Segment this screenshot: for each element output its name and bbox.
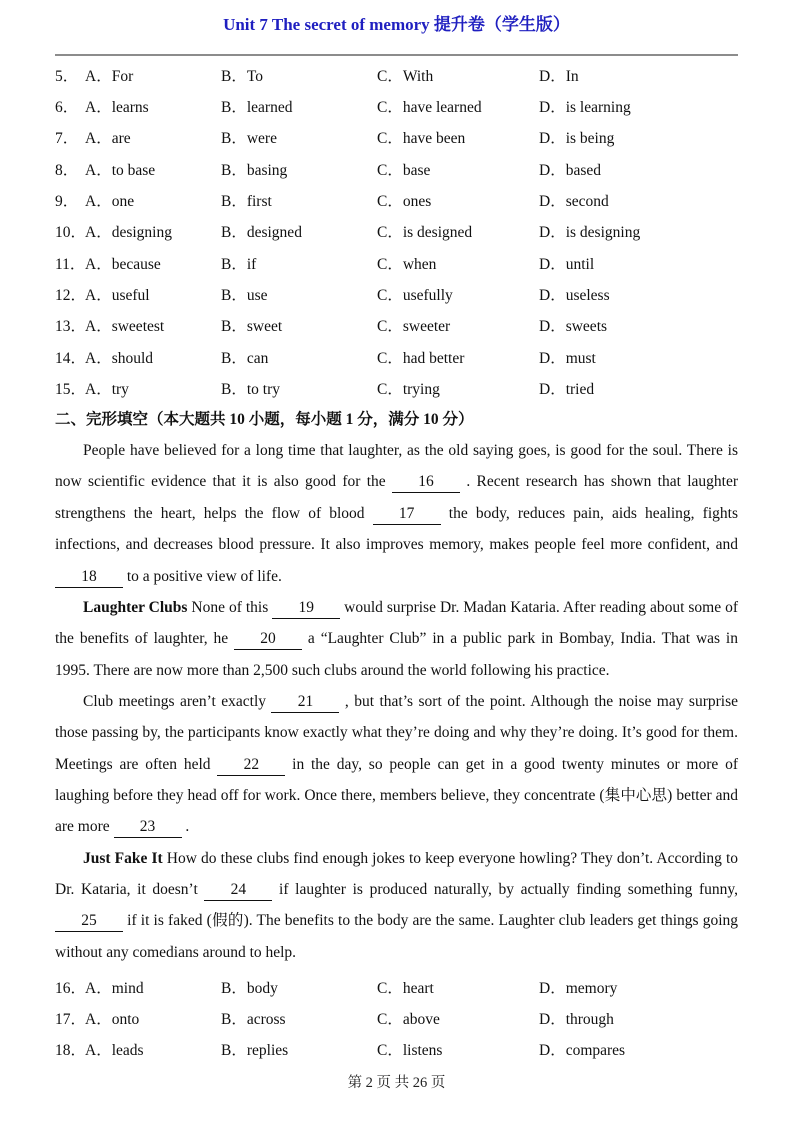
option-text: use (246, 287, 268, 305)
cloze-section-heading: 二、完形填空（本大题共 10 小题，每小题 1 分，满分 10 分） (55, 410, 474, 428)
option-text: learned (246, 99, 293, 117)
option-c (377, 377, 539, 399)
option-text: is designing (565, 224, 641, 242)
option-letter: D． (539, 67, 566, 85)
option-letter: B． (221, 193, 247, 211)
option-text: listens (402, 1042, 443, 1060)
option-letter: A． (85, 1010, 112, 1028)
option-letter: A． (85, 161, 112, 179)
option-letter: C． (377, 349, 403, 367)
option-letter: A． (85, 1042, 112, 1060)
cloze-blank-23: 23 (114, 817, 182, 838)
question-number: 9． (55, 193, 79, 211)
option-text: had better (402, 349, 465, 367)
option-a (85, 377, 221, 399)
option-b (221, 283, 377, 305)
option-b (221, 346, 377, 368)
option-letter: B． (221, 224, 247, 242)
question-row-8 (55, 153, 738, 184)
cloze-blank-17: 17 (373, 504, 441, 525)
option-letter: B． (221, 255, 247, 273)
option-a (85, 126, 221, 148)
option-c (377, 346, 539, 368)
option-text: memory (565, 979, 618, 997)
option-text: In (565, 67, 579, 85)
option-letter: C． (377, 193, 403, 211)
option-text: to base (111, 161, 156, 179)
option-text: across (246, 1010, 286, 1028)
question-number: 13． (55, 318, 87, 336)
option-b (221, 189, 377, 211)
cloze-blank-16: 16 (392, 472, 460, 493)
option-letter: B． (221, 1042, 247, 1060)
option-letter: D． (539, 287, 566, 305)
option-letter: C． (377, 255, 403, 273)
option-letter: A． (85, 381, 112, 399)
option-a (85, 1038, 221, 1060)
option-letter: B． (221, 161, 247, 179)
option-letter: D． (539, 381, 566, 399)
option-letter: B． (221, 1010, 247, 1028)
option-text: above (402, 1010, 440, 1028)
option-d (539, 976, 738, 998)
option-text: is designed (402, 224, 473, 242)
option-letter: D． (539, 130, 566, 148)
option-text: because (111, 255, 161, 273)
option-a (85, 1007, 221, 1029)
question-row-12 (55, 278, 738, 309)
option-text: designed (246, 224, 302, 242)
bold-run: Just Fake It (83, 849, 163, 867)
option-text: base (402, 161, 431, 179)
option-text: through (565, 1010, 614, 1028)
option-text: sweets (565, 318, 608, 336)
option-letter: C． (377, 161, 403, 179)
passage-paragraph: People have believed for a long time that laughter, as the old saying goes, is good for the soul. There is now scientific evidence that it is also good for the 16 . Recent research has shown that laughter strengthens the heart, helps the flow of blood 17 the body, reduces pain, aids healing, fights infections, and decreases blood pressure. It also improves memory, makes people feel more confident, and 18 to a positive view of life. (55, 435, 738, 592)
option-letter: C． (377, 318, 403, 336)
option-letter: C． (377, 224, 403, 242)
page-title: Unit 7 The secret of memory 提升卷（学生版） (223, 15, 570, 34)
option-c (377, 220, 539, 242)
option-d (539, 64, 738, 86)
option-text: For (111, 67, 134, 85)
option-text: sweetest (111, 318, 165, 336)
question-row-7 (55, 122, 738, 153)
option-letter: A． (85, 99, 112, 117)
option-b (221, 220, 377, 242)
option-letter: D． (539, 318, 566, 336)
option-text: useless (565, 287, 610, 305)
option-text: when (402, 255, 437, 273)
option-letter: A． (85, 318, 112, 336)
question-row-9 (55, 184, 738, 215)
option-letter: D． (539, 979, 566, 997)
option-text: were (246, 130, 277, 148)
question-number: 17． (55, 1010, 87, 1028)
option-letter: C． (377, 1042, 403, 1060)
cloze-blank-20: 20 (234, 629, 302, 650)
option-text: second (565, 193, 609, 211)
option-letter: D． (539, 224, 566, 242)
option-letter: C． (377, 99, 403, 117)
option-text: try (111, 381, 129, 399)
option-text: heart (402, 979, 434, 997)
option-text: is learning (565, 99, 631, 117)
option-text: have learned (402, 99, 482, 117)
question-row-15 (55, 372, 738, 403)
option-letter: B． (221, 381, 247, 399)
option-b (221, 95, 377, 117)
option-d (539, 346, 738, 368)
bold-run: Laughter Clubs (83, 598, 188, 616)
option-b (221, 1038, 377, 1060)
option-d (539, 95, 738, 117)
option-text: one (111, 193, 135, 211)
option-letter: B． (221, 979, 247, 997)
option-letter: D． (539, 193, 566, 211)
cloze-blank-25: 25 (55, 911, 123, 932)
option-b (221, 314, 377, 336)
option-a (85, 314, 221, 336)
header-divider (55, 54, 738, 56)
option-c (377, 283, 539, 305)
option-letter: B． (221, 318, 247, 336)
option-text: are (111, 130, 131, 148)
option-a (85, 158, 221, 180)
question-number: 15． (55, 381, 87, 399)
passage-paragraph: Club meetings aren’t exactly 21 , but that’s sort of the point. Although the noise may surprise those passing by, the participants know exactly what they’re doing and why they’re doing. It’s good for them. Meetings are often held 22 in the day, so people can get in a good twenty minutes or more of laughing before they head off for work. Once there, members believe, they concentrate (集中心思) better and are more 23 . (55, 686, 738, 843)
multiple-choice-block-16-18 (55, 971, 738, 1065)
cloze-blank-22: 22 (217, 755, 285, 776)
question-number: 14． (55, 349, 87, 367)
option-letter: D． (539, 161, 566, 179)
option-text: onto (111, 1010, 140, 1028)
option-letter: B． (221, 349, 247, 367)
option-c (377, 252, 539, 274)
option-letter: B． (221, 287, 247, 305)
option-a (85, 346, 221, 368)
option-letter: C． (377, 979, 403, 997)
option-letter: D． (539, 1010, 566, 1028)
option-c (377, 314, 539, 336)
option-text: To (246, 67, 263, 85)
option-text: replies (246, 1042, 289, 1060)
option-text: based (565, 161, 601, 179)
option-b (221, 126, 377, 148)
option-text: tried (565, 381, 595, 399)
option-a (85, 95, 221, 117)
option-a (85, 252, 221, 274)
option-text: learns (111, 99, 149, 117)
option-letter: A． (85, 255, 112, 273)
option-letter: A． (85, 979, 112, 997)
option-text: designing (111, 224, 172, 242)
option-letter: C． (377, 1010, 403, 1028)
option-text: first (246, 193, 272, 211)
option-text: is being (565, 130, 615, 148)
option-letter: D． (539, 1042, 566, 1060)
option-letter: C． (377, 381, 403, 399)
cloze-blank-19: 19 (272, 598, 340, 619)
option-d (539, 1038, 738, 1060)
option-a (85, 189, 221, 211)
option-d (539, 252, 738, 274)
question-row-10 (55, 216, 738, 247)
cloze-blank-24: 24 (204, 880, 272, 901)
option-letter: C． (377, 67, 403, 85)
option-b (221, 158, 377, 180)
option-letter: A． (85, 224, 112, 242)
question-number: 12． (55, 287, 87, 305)
question-number: 6． (55, 99, 79, 117)
option-text: until (565, 255, 595, 273)
option-b (221, 976, 377, 998)
option-letter: B． (221, 99, 247, 117)
multiple-choice-block-5-15 (55, 59, 738, 404)
option-b (221, 377, 377, 399)
option-a (85, 64, 221, 86)
question-number: 11． (55, 255, 86, 273)
option-text: With (402, 67, 434, 85)
question-row-18 (55, 1034, 738, 1065)
question-row-14 (55, 341, 738, 372)
option-letter: C． (377, 130, 403, 148)
option-c (377, 95, 539, 117)
option-text: if (246, 255, 257, 273)
option-text: must (565, 349, 596, 367)
option-c (377, 189, 539, 211)
option-text: compares (565, 1042, 626, 1060)
cloze-blank-21: 21 (271, 692, 339, 713)
option-text: sweet (246, 318, 283, 336)
option-letter: B． (221, 130, 247, 148)
option-c (377, 126, 539, 148)
option-letter: A． (85, 193, 112, 211)
question-row-11 (55, 247, 738, 278)
passage-paragraph: Just Fake It How do these clubs find enough jokes to keep everyone howling? They don’t. According to Dr. Kataria, it doesn’t 24 if laughter is produced naturally, by actually finding something funny, 25 if it is faked (假的). The benefits to the body are the same. Laughter club leaders get things going without any comedians around to help. (55, 849, 738, 961)
option-c (377, 158, 539, 180)
option-letter: D． (539, 99, 566, 117)
question-number: 18． (55, 1042, 87, 1060)
question-row-16 (55, 971, 738, 1002)
option-text: sweeter (402, 318, 451, 336)
option-text: basing (246, 161, 288, 179)
option-d (539, 1007, 738, 1029)
question-number: 16． (55, 979, 87, 997)
option-c (377, 1038, 539, 1060)
option-c (377, 976, 539, 998)
option-d (539, 314, 738, 336)
question-number: 8． (55, 161, 79, 179)
option-a (85, 220, 221, 242)
option-d (539, 220, 738, 242)
passage-paragraph: Laughter Clubs None of this 19 would surprise Dr. Madan Kataria. After reading about some of the benefits of laughter, he 20 a “Laughter Club” in a public park in Bombay, India. That was in 1995. There are now more than 2,500 such clubs around the world following his practice. (55, 598, 738, 679)
option-d (539, 158, 738, 180)
cloze-blank-18: 18 (55, 567, 123, 588)
option-c (377, 1007, 539, 1029)
option-text: usefully (402, 287, 453, 305)
option-text: have been (402, 130, 466, 148)
option-letter: C． (377, 287, 403, 305)
option-a (85, 283, 221, 305)
option-letter: D． (539, 349, 566, 367)
option-letter: A． (85, 130, 112, 148)
option-text: useful (111, 287, 150, 305)
question-number: 10． (55, 224, 87, 242)
option-d (539, 126, 738, 148)
option-letter: D． (539, 255, 566, 273)
cloze-passage (55, 435, 738, 968)
question-number: 7． (55, 130, 79, 148)
question-row-17 (55, 1002, 738, 1033)
option-letter: B． (221, 67, 247, 85)
question-row-13 (55, 310, 738, 341)
option-text: trying (402, 381, 440, 399)
option-text: mind (111, 979, 144, 997)
option-text: leads (111, 1042, 144, 1060)
option-d (539, 377, 738, 399)
option-letter: A． (85, 67, 112, 85)
option-b (221, 64, 377, 86)
option-b (221, 1007, 377, 1029)
page-number: 第 2 页 共 26 页 (347, 1075, 446, 1091)
option-a (85, 976, 221, 998)
question-row-5 (55, 59, 738, 90)
option-text: can (246, 349, 269, 367)
option-text: should (111, 349, 154, 367)
option-text: to try (246, 381, 280, 399)
option-letter: A． (85, 349, 112, 367)
option-d (539, 283, 738, 305)
question-number: 5． (55, 67, 79, 85)
option-text: body (246, 979, 278, 997)
option-b (221, 252, 377, 274)
option-letter: A． (85, 287, 112, 305)
option-d (539, 189, 738, 211)
option-c (377, 64, 539, 86)
question-row-6 (55, 90, 738, 121)
option-text: ones (402, 193, 432, 211)
